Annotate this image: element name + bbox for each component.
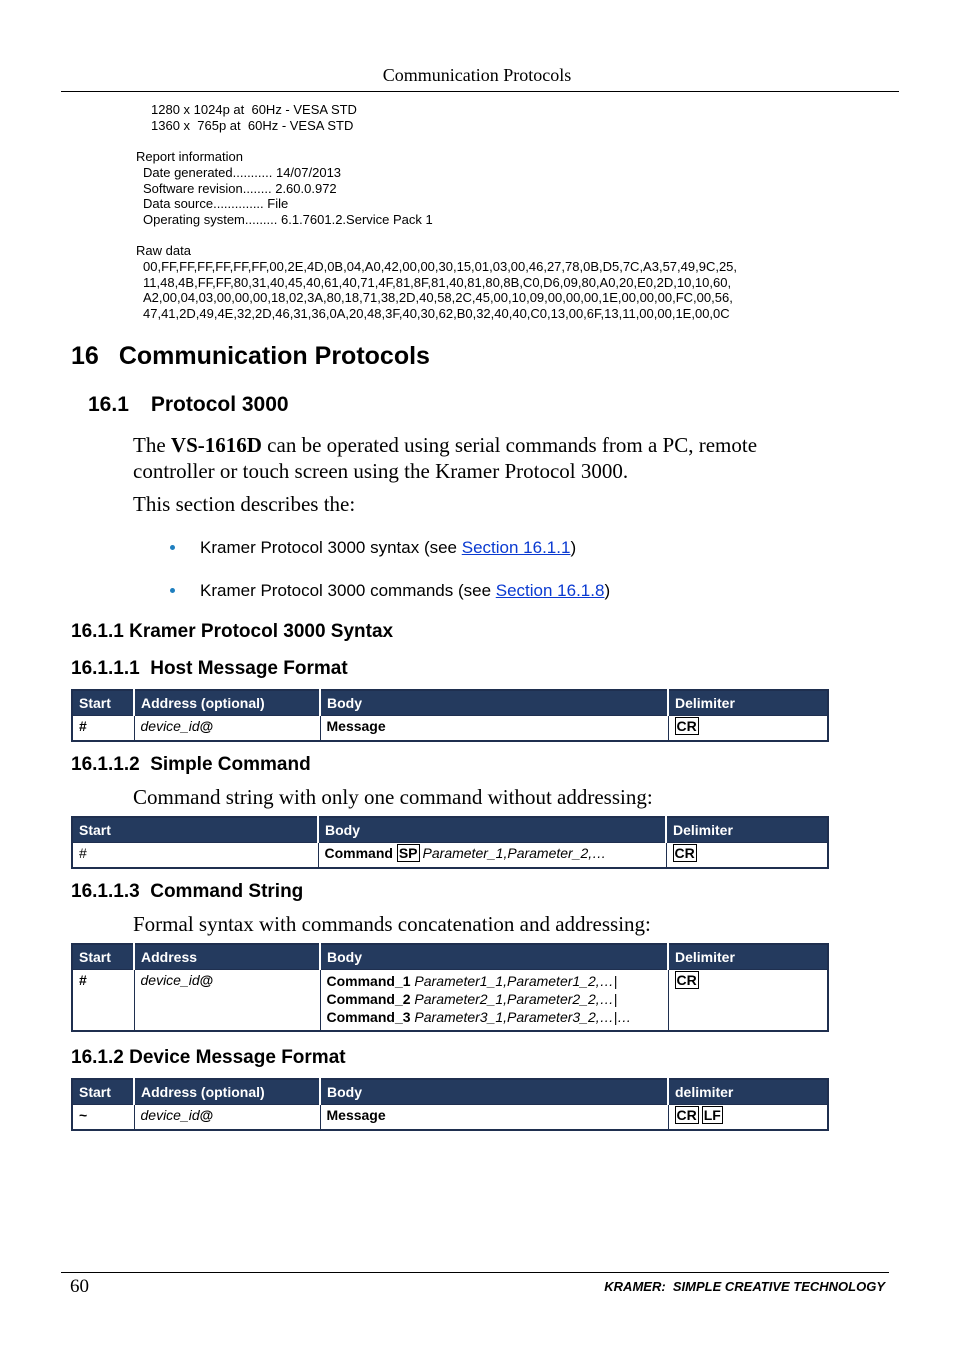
- column-header: Start: [72, 817, 318, 843]
- raw-line: 00,FF,FF,FF,FF,FF,FF,00,2E,4D,0B,04,A0,42,00,00,30,15,01,03,00,46,27,78,0B,D5,7C,A3,57,49,9C,25,: [143, 259, 738, 274]
- list-item: Kramer Protocol 3000 commands (see Section 16.1.8): [200, 581, 610, 601]
- lf-token: LF: [703, 1107, 721, 1123]
- column-header: Delimiter: [668, 690, 828, 716]
- running-header: Communication Protocols: [382, 65, 572, 85]
- report-line: Software revision........ 2.60.0.972: [143, 181, 337, 196]
- table-row: [72, 716, 828, 742]
- bullet-icon: [170, 588, 175, 593]
- cr-token: CR: [676, 718, 697, 734]
- raw-line: A2,00,04,03,00,00,00,18,02,3A,80,18,71,38,2D,40,58,2C,45,00,10,09,00,00,00,1E,00,00,00,FC,00,56,: [143, 290, 733, 305]
- column-header: Start: [72, 1079, 134, 1105]
- table-header-row: [72, 1079, 828, 1105]
- address-cell: device_id@: [134, 716, 320, 742]
- command-string-table: [71, 943, 829, 1032]
- section-link[interactable]: Section 16.1.1: [461, 538, 571, 557]
- subsection-heading: 16.1.1.1 Host Message Format: [71, 658, 348, 679]
- cr-token: CR: [676, 1107, 697, 1123]
- command-line: Command_1 Parameter1_1,Parameter1_2,…|: [326, 973, 618, 989]
- delimiter-cell: [668, 970, 828, 1032]
- product-name: VS-1616D: [170, 433, 262, 457]
- body-cell: [320, 970, 668, 1032]
- describes-line: This section describes the:: [133, 492, 356, 516]
- section-title: Protocol 3000: [150, 393, 289, 416]
- report-line: Data source.............. File: [143, 196, 289, 211]
- subsection-heading: 16.1.1.3 Command String: [71, 881, 304, 902]
- table-row: [72, 1105, 828, 1131]
- cr-token: CR: [676, 972, 697, 988]
- table-header-row: [72, 944, 828, 970]
- section-heading-16-1: [88, 393, 289, 417]
- table-header-row: [72, 690, 828, 716]
- body-cell: Message: [320, 716, 668, 742]
- start-cell: #: [72, 843, 318, 869]
- raw-heading: Raw data: [136, 243, 191, 258]
- footer-brand: KRAMER: SIMPLE CREATIVE TECHNOLOGY: [604, 1279, 885, 1294]
- resolution-line: 1360 x 765p at 60Hz - VESA STD: [151, 118, 354, 133]
- host-message-table: [71, 689, 829, 742]
- string-desc: Formal syntax with commands concatenation and addressing:: [133, 912, 651, 936]
- column-header: Start: [72, 690, 134, 716]
- raw-line: 47,41,2D,49,4E,32,2D,46,31,36,0A,20,48,3F,40,30,62,B0,32,40,40,C0,13,00,6F,13,11,00,00,1E,00,0C: [143, 306, 730, 321]
- list-item: Kramer Protocol 3000 syntax (see Section 16.1.1): [200, 538, 576, 558]
- column-header: Address (optional): [134, 690, 320, 716]
- address-cell: device_id@: [134, 970, 320, 1032]
- column-header: Address (optional): [134, 1079, 320, 1105]
- report-line: Operating system......... 6.1.7601.2.Service Pack 1: [143, 212, 433, 227]
- column-header: Address: [134, 944, 320, 970]
- table-header-row: [72, 817, 828, 843]
- delimiter-cell: [668, 1105, 828, 1131]
- table-row: [72, 843, 828, 869]
- sp-token: SP: [398, 845, 418, 861]
- section-number: 16.1: [88, 393, 129, 416]
- body-cell: Command SP Parameter_1,Parameter_2,…: [318, 843, 666, 869]
- resolution-line: 1280 x 1024p at 60Hz - VESA STD: [151, 102, 357, 117]
- page-number: 60: [70, 1276, 89, 1297]
- column-header: Body: [320, 944, 668, 970]
- header-rule: [61, 91, 899, 92]
- device-message-table: [71, 1078, 829, 1131]
- body-cell: Message: [320, 1105, 668, 1131]
- simple-desc: Command string with only one command without addressing:: [133, 785, 653, 809]
- delimiter-cell: [668, 716, 828, 742]
- column-header: delimiter: [668, 1079, 828, 1105]
- section-link[interactable]: Section 16.1.8: [495, 581, 605, 600]
- cr-token: CR: [674, 845, 695, 861]
- column-header: Start: [72, 944, 134, 970]
- report-heading: Report information: [136, 149, 243, 164]
- section-title: Communication Protocols: [118, 342, 430, 370]
- start-cell: #: [72, 970, 134, 1032]
- footer-rule: [61, 1272, 889, 1273]
- simple-command-table: [71, 816, 829, 869]
- subsection-heading: 16.1.1.2 Simple Command: [71, 754, 311, 775]
- raw-line: 11,48,4B,FF,FF,80,31,40,45,40,61,40,71,4F,81,8F,81,40,81,80,8B,C0,D6,09,80,A0,20,E0,2D,10,10,60,: [143, 275, 732, 290]
- section-heading-16: [71, 342, 430, 371]
- address-cell: device_id@: [134, 1105, 320, 1131]
- command-line: Command_3 Parameter3_1,Parameter3_2,…|…: [326, 1009, 632, 1025]
- section-number: 16: [71, 342, 99, 370]
- command-line: Command_2 Parameter2_1,Parameter2_2,…|: [326, 991, 618, 1007]
- bullet-icon: [170, 545, 175, 550]
- subsection-heading: 16.1.2 Device Message Format: [71, 1047, 346, 1068]
- subsection-heading: 16.1.1 Kramer Protocol 3000 Syntax: [71, 621, 394, 642]
- start-cell: #: [72, 716, 134, 742]
- intro-paragraph: The VS-1616D can be operated using serial commands from a PC, remote controller or touch screen using the Kramer Protocol 3000.: [133, 433, 758, 483]
- column-header: Body: [320, 1079, 668, 1105]
- start-cell: ~: [72, 1105, 134, 1131]
- column-header: Delimiter: [666, 817, 828, 843]
- column-header: Body: [318, 817, 666, 843]
- report-line: Date generated........... 14/07/2013: [143, 165, 342, 180]
- column-header: Body: [320, 690, 668, 716]
- table-row: [72, 970, 828, 1032]
- delimiter-cell: [666, 843, 828, 869]
- column-header: Delimiter: [668, 944, 828, 970]
